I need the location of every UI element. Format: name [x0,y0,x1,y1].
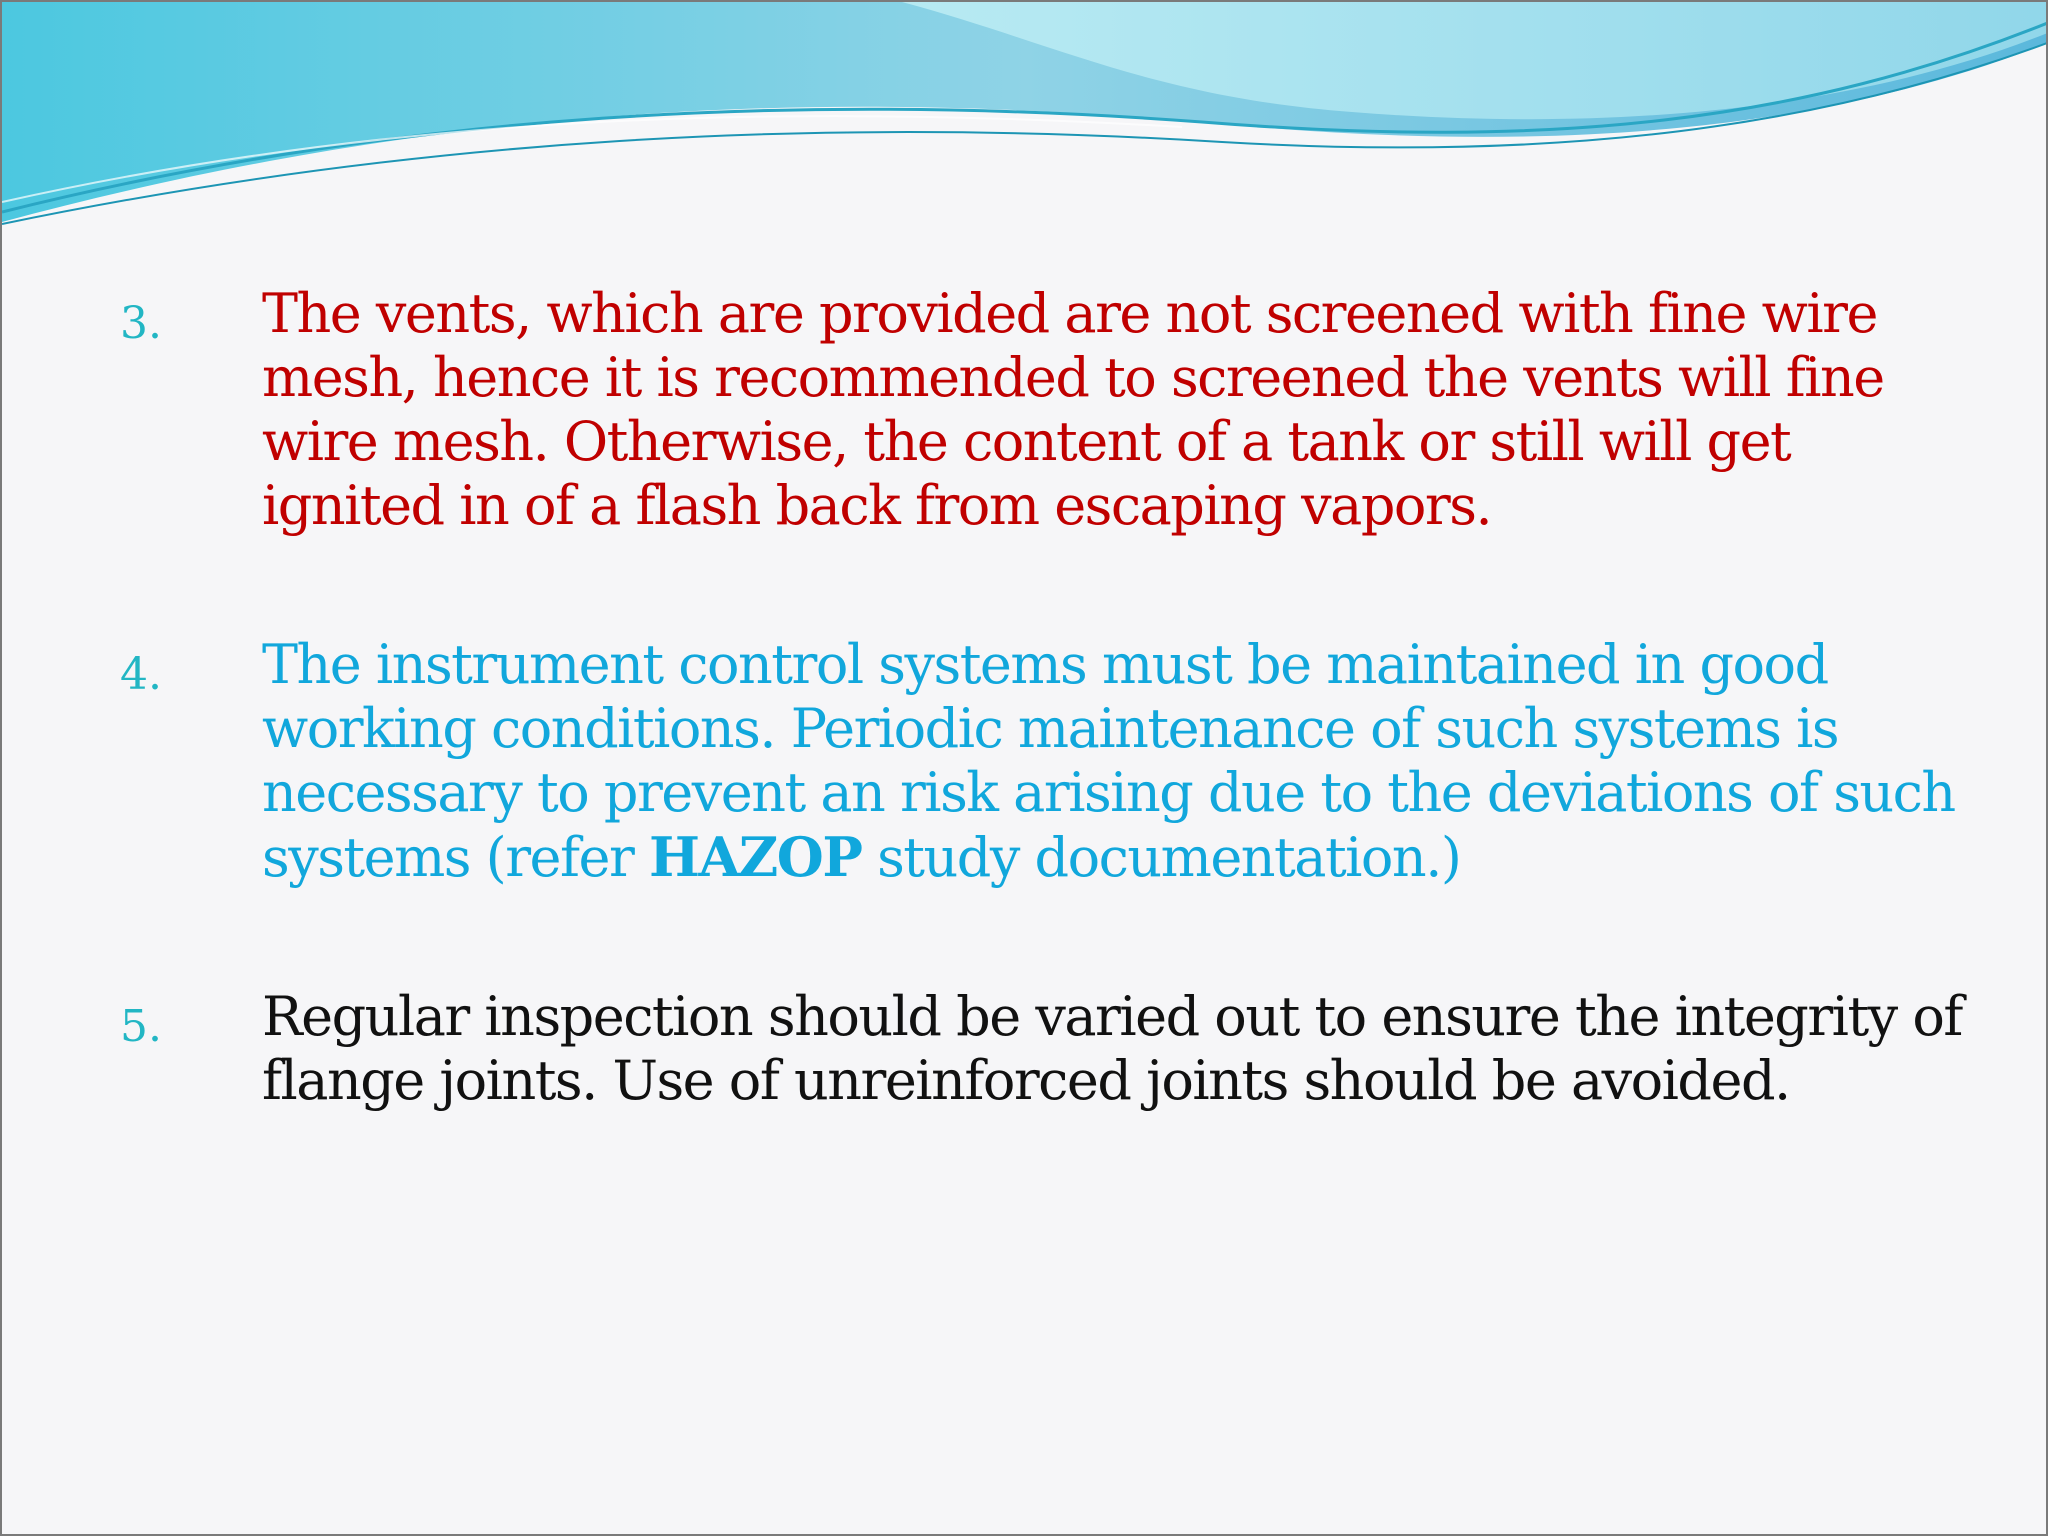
text-segment: systems (refer [262,826,649,889]
header-wave-decoration [2,2,2048,242]
item-text [262,282,2042,538]
item-text-line: Regular inspection should be varied out to ensure the integrity of [262,985,1962,1048]
item-text-line-last [262,825,2042,890]
hazop-bold-text: HAZOP [648,825,862,889]
item-text-line: The vents, which are provided are not screened with fine wire [262,282,1877,345]
item-number: 4. [120,649,162,700]
item-text-line: working conditions. Periodic maintenance of such systems is [262,697,1839,760]
item-number: 5. [120,1001,162,1052]
item-text-line: mesh, hence it is recommended to screened the vents will fine [262,346,1884,409]
item-text-line: ignited in of a flash back from escaping vapors. [262,474,1492,537]
item-text-line: flange joints. Use of unreinforced joints should be avoided. [262,1049,1790,1112]
item-text-line: necessary to prevent an risk arising due to the deviations of such [262,761,1955,824]
item-text [262,633,2042,890]
item-text-line: The instrument control systems must be maintained in good [262,633,1828,696]
text-segment: study documentation.) [861,826,1461,889]
item-text-line: wire mesh. Otherwise, the content of a tank or still will get [262,410,1791,473]
item-number: 3. [120,298,162,349]
item-text [262,985,2042,1113]
